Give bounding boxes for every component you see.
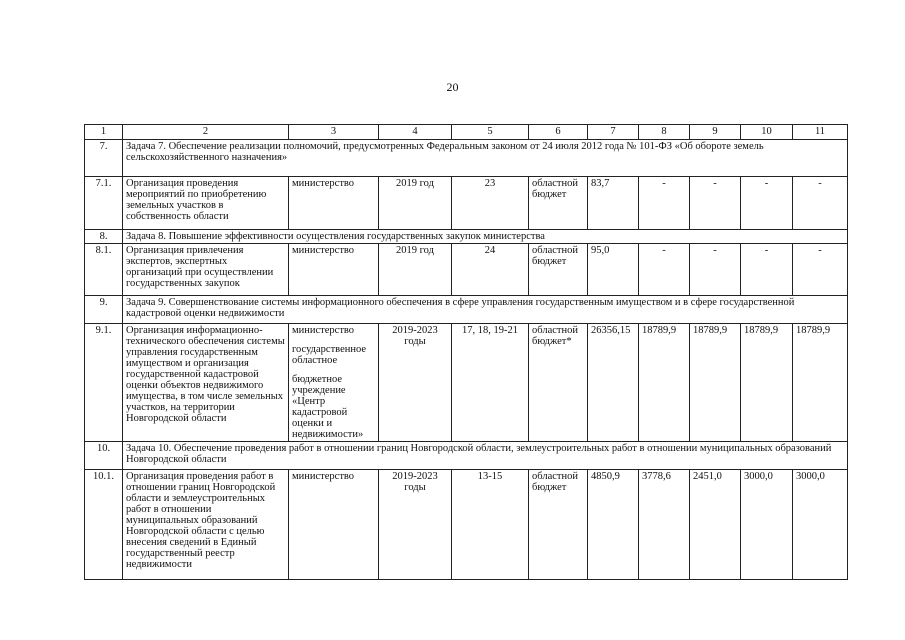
col-header: 6 [529, 125, 588, 140]
item-description: Организация проведения работ в отношении границ Новгородской области и землеустроительных работ в отношении муниципальных образований Новгородской области с целью внесения сведений в Единый государственный реестр недвижимости [123, 470, 289, 580]
item-executor: министерство [289, 244, 379, 296]
activities-table [84, 124, 848, 580]
value-2021: 18789,9 [690, 324, 741, 442]
task-number: 9. [85, 296, 123, 324]
col-header: 3 [289, 125, 379, 140]
value-2023: 3000,0 [793, 470, 848, 580]
table-row [85, 244, 848, 296]
task-row [85, 442, 848, 470]
item-executor: министерство [289, 177, 379, 230]
item-number: 9.1. [85, 324, 123, 442]
item-number: 10.1. [85, 470, 123, 580]
value-2019: 95,0 [588, 244, 639, 296]
value-2022: - [741, 244, 793, 296]
value-2020: - [639, 244, 690, 296]
item-period: 2019 год [379, 244, 452, 296]
item-executor [289, 324, 379, 442]
item-description: Организация информационно-технического обеспечения системы управления государственным имуществом и организация государственной кадастровой оценки объектов недвижимого имущества, в том числе земельных участков, на территории Новгородской области [123, 324, 289, 442]
executor-line: государственное областное [292, 344, 367, 366]
value-2023: 18789,9 [793, 324, 848, 442]
item-period: 2019-2023 годы [379, 470, 452, 580]
task-text: Задача 8. Повышение эффективности осуществления государственных закупок министерства [123, 230, 848, 244]
table-row [85, 324, 848, 442]
task-text: Задача 7. Обеспечение реализации полномочий, предусмотренных Федеральным законом от 24 июля 2012 года № 101-ФЗ «Об обороте земель сельскохозяйственного назначения» [123, 140, 848, 177]
value-2021: - [690, 177, 741, 230]
item-number: 8.1. [85, 244, 123, 296]
value-2020: 18789,9 [639, 324, 690, 442]
col-header: 2 [123, 125, 289, 140]
header-row [85, 125, 848, 140]
value-2020: 3778,6 [639, 470, 690, 580]
value-2021: - [690, 244, 741, 296]
col-header: 5 [452, 125, 529, 140]
value-2023: - [793, 177, 848, 230]
table-row [85, 177, 848, 230]
item-period: 2019 год [379, 177, 452, 230]
page-number: 20 [446, 80, 459, 94]
item-executor: министерство [289, 470, 379, 580]
task-row [85, 296, 848, 324]
value-2023: - [793, 244, 848, 296]
item-target: 13-15 [452, 470, 529, 580]
value-2022: - [741, 177, 793, 230]
item-description: Организация привлечения экспертов, экспертных организаций при осуществлении государственных закупок [123, 244, 289, 296]
col-header: 9 [690, 125, 741, 140]
col-header: 11 [793, 125, 848, 140]
executor-line: министерство [292, 325, 355, 336]
col-header: 4 [379, 125, 452, 140]
item-source: областной бюджет [529, 470, 588, 580]
task-row [85, 230, 848, 244]
item-number: 7.1. [85, 177, 123, 230]
task-number: 10. [85, 442, 123, 470]
value-2019: 83,7 [588, 177, 639, 230]
task-row [85, 140, 848, 177]
value-2022: 18789,9 [741, 324, 793, 442]
col-header: 1 [85, 125, 123, 140]
executor-line: бюджетное учреждение «Центр кадастровой оценки и недвижимости» [292, 374, 364, 440]
value-2019: 4850,9 [588, 470, 639, 580]
item-source: областной бюджет* [529, 324, 588, 442]
value-2019: 26356,15 [588, 324, 639, 442]
value-2021: 2451,0 [690, 470, 741, 580]
col-header: 8 [639, 125, 690, 140]
col-header: 7 [588, 125, 639, 140]
item-target: 17, 18, 19-21 [452, 324, 529, 442]
item-target: 23 [452, 177, 529, 230]
col-header: 10 [741, 125, 793, 140]
value-2020: - [639, 177, 690, 230]
item-source: областной бюджет [529, 177, 588, 230]
item-period: 2019-2023 годы [379, 324, 452, 442]
task-text: Задача 9. Совершенствование системы информационного обеспечения в сфере управления государственным имуществом и в сфере государственной кадастровой оценки недвижимости [123, 296, 848, 324]
item-description: Организация проведения мероприятий по приобретению земельных участков в собственность области [123, 177, 289, 230]
task-text: Задача 10. Обеспечение проведения работ в отношении границ Новгородской области, землеустроительных работ в отношении муниципальных образований Новгородской области [123, 442, 848, 470]
item-source: областной бюджет [529, 244, 588, 296]
table-row [85, 470, 848, 580]
value-2022: 3000,0 [741, 470, 793, 580]
task-number: 8. [85, 230, 123, 244]
task-number: 7. [85, 140, 123, 177]
item-target: 24 [452, 244, 529, 296]
